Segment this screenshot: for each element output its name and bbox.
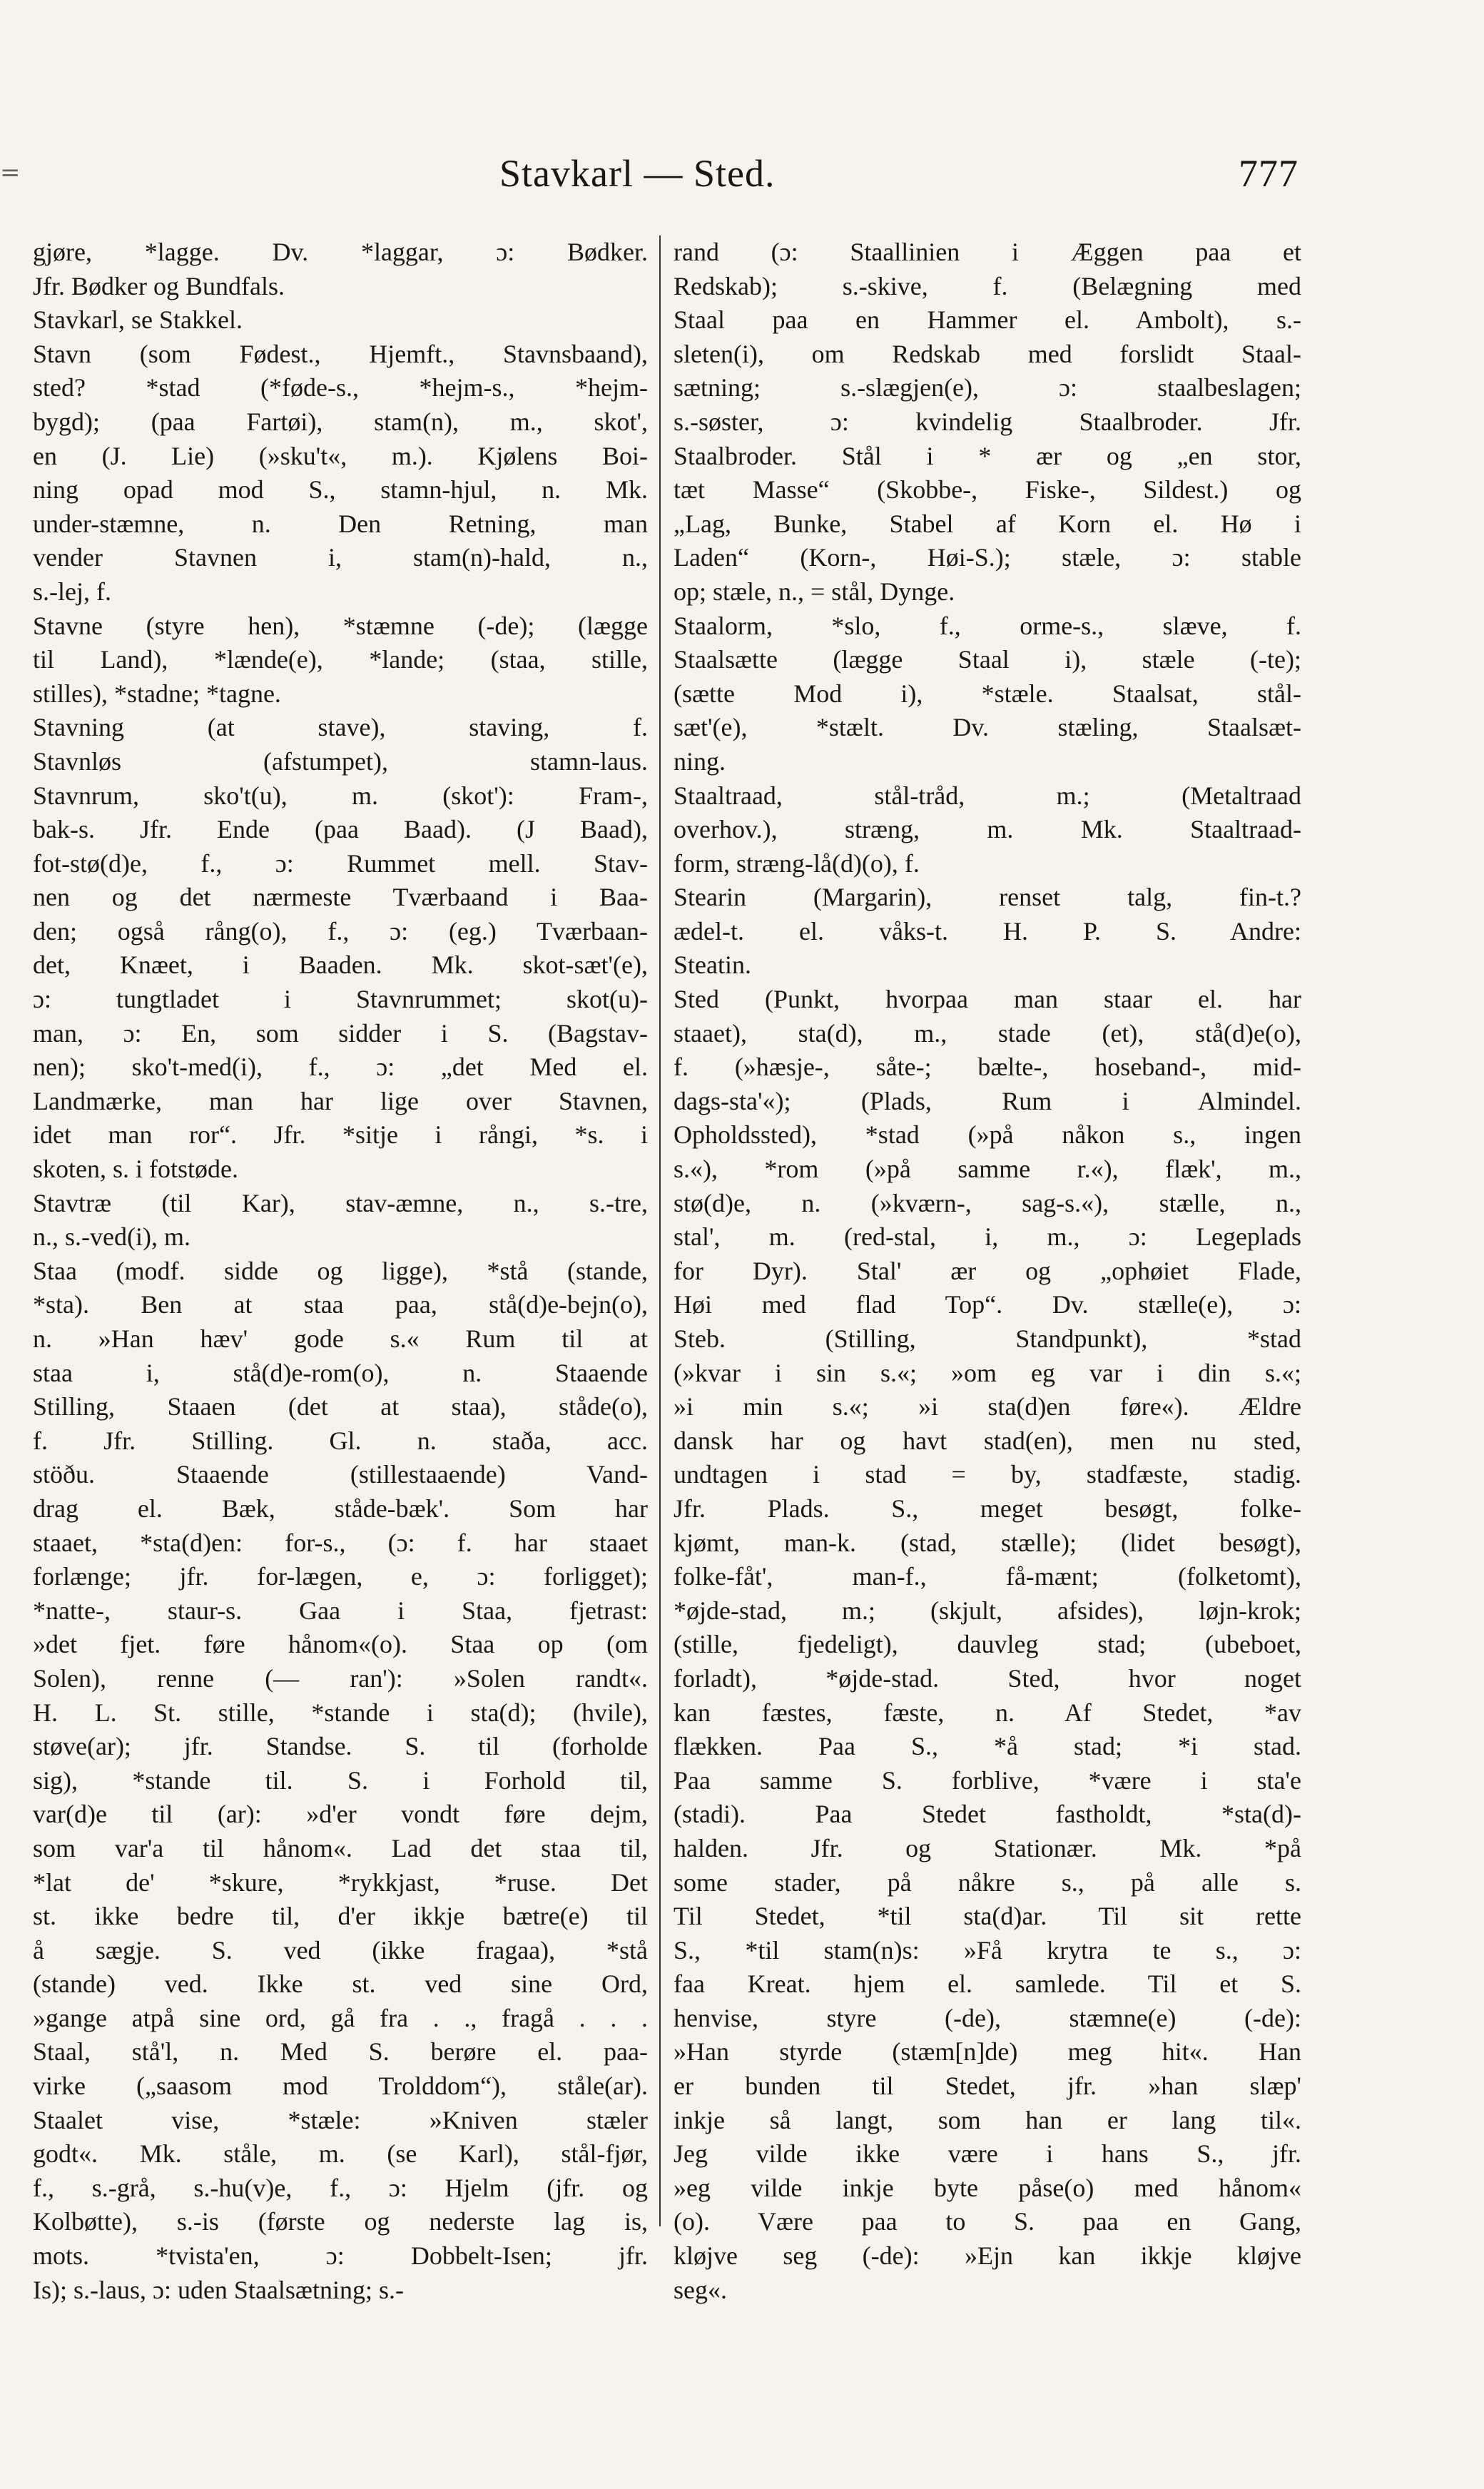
- text-line: Paa samme S. forblive, *være i sta'e: [674, 1765, 1301, 1795]
- text-line: sæt'(e), *stælt. Dv. stæling, Staalsæt-: [674, 713, 1301, 742]
- text-line: ædel-t. el. våks-t. H. P. S. Andre:: [674, 916, 1301, 946]
- text-line: man, ɔ: En, som sidder i S. (Bagstav-: [33, 1018, 648, 1048]
- text-line: (o). Være paa to S. paa en Gang,: [674, 2207, 1301, 2236]
- text-line: inkje så langt, som han er lang til«.: [674, 2105, 1301, 2134]
- margin-mark: =: [0, 158, 21, 187]
- text-line: Stilling, Staaen (det at staa), ståde(o),: [33, 1392, 648, 1421]
- text-line: overhov.), stræng, m. Mk. Staaltraad-: [674, 815, 1301, 844]
- page-header: [499, 151, 1298, 201]
- text-line: den; også rång(o), f., ɔ: (eg.) Tværbaan-: [33, 916, 648, 946]
- text-line: Steb. (Stilling, Standpunkt), *stad: [674, 1324, 1301, 1353]
- text-line: Staa (modf. sidde og ligge), *stå (stande,: [33, 1256, 648, 1285]
- text-line: flækken. Paa S., *å stad; *i stad.: [674, 1732, 1301, 1761]
- text-line: Laden“ (Korn-, Høi-S.); stæle, ɔ: stable: [674, 543, 1301, 572]
- text-line: Sted (Punkt, hvorpaa man staar el. har: [674, 985, 1301, 1014]
- text-line: f. Jfr. Stilling. Gl. n. staða, acc.: [33, 1426, 648, 1455]
- text-line: ning opad mod S., stamn-hjul, n. Mk.: [33, 475, 648, 505]
- text-line: H. L. St. stille, *stande i sta(d); (hvile),: [33, 1698, 648, 1727]
- text-line: sætning; s.-slægjen(e), ɔ: staalbeslagen;: [674, 373, 1301, 402]
- text-line: Stavning (at stave), staving, f.: [33, 713, 648, 742]
- text-line: Solen), renne (— ran'): »Solen randt«.: [33, 1663, 648, 1693]
- text-line: mots. *tvista'en, ɔ: Dobbelt-Isen; jfr.: [33, 2241, 648, 2271]
- text-line: Stavnrum, sko't(u), m. (skot'): Fram-,: [33, 781, 648, 810]
- text-line: Jfr. Plads. S., meget besøgt, folke-: [674, 1494, 1301, 1523]
- text-line: sted? *stad (*føde-s., *hejm-s., *hejm-: [33, 373, 648, 402]
- text-line: sleten(i), om Redskab med forslidt Staal-: [674, 339, 1301, 368]
- text-line: Staalsætte (lægge Staal i), stæle (-te);: [674, 645, 1301, 674]
- text-line: s.«), *rom (»på samme r.«), flæk', m.,: [674, 1155, 1301, 1184]
- text-line: forlænge; jfr. for-lægen, e, ɔ: forligget);: [33, 1562, 648, 1591]
- text-line: »Han styrde (stæm[n]de) meg hit«. Han: [674, 2037, 1301, 2067]
- text-line: (stille, fjedeligt), dauvleg stad; (ubeboet,: [674, 1630, 1301, 1659]
- text-line: Stavn (som Fødest., Hjemft., Stavnsbaand),: [33, 339, 648, 368]
- text-line: staaet), sta(d), m., stade (et), stå(d)e(o),: [674, 1018, 1301, 1048]
- text-line: kjømt, man-k. (stad, stælle); (lidet besøgt),: [674, 1528, 1301, 1557]
- column-divider: [659, 235, 661, 2226]
- text-line: Is); s.-laus, ɔ: uden Staalsætning; s.-: [33, 2275, 404, 2304]
- text-line: stal', m. (red-stal, i, m., ɔ: Legeplads: [674, 1222, 1301, 1252]
- text-line: en (J. Lie) (»sku't«, m.). Kjølens Boi-: [33, 441, 648, 470]
- text-line: *natte-, staur-s. Gaa i Staa, fjetrast:: [33, 1596, 648, 1625]
- text-line: faa Kreat. hjem el. samlede. Til et S.: [674, 1970, 1301, 1999]
- text-line: kløjve seg (-de): »Ejn kan ikkje kløjve: [674, 2241, 1301, 2271]
- text-line: »eg vilde inkje byte påse(o) med hånom«: [674, 2173, 1301, 2202]
- text-line: *øjde-stad, m.; (skjult, afsides), løjn-krok;: [674, 1596, 1301, 1625]
- text-line: gjøre, *lagge. Dv. *laggar, ɔ: Bødker.: [33, 238, 648, 266]
- text-line: »i min s.«; »i sta(d)en føre«). Ældre: [674, 1392, 1301, 1421]
- text-line: (stande) ved. Ikke st. ved sine Ord,: [33, 1970, 648, 1999]
- text-line: „Lag, Bunke, Stabel af Korn el. Hø i: [674, 509, 1301, 538]
- text-line: n., s.-ved(i), m.: [33, 1222, 190, 1252]
- text-line: Stearin (Margarin), renset talg, fin-t.?: [674, 883, 1301, 912]
- text-line: Kolbøtte), s.-is (første og nederste lag is,: [33, 2207, 648, 2236]
- text-line: n. »Han hæv' gode s.« Rum til at: [33, 1324, 648, 1353]
- text-line: rand (ɔ: Staallinien i Æggen paa et: [674, 238, 1301, 266]
- text-line: virke („saasom mod Trolddom“), ståle(ar).: [33, 2072, 648, 2101]
- text-line: dansk har og havt stad(en), men nu sted,: [674, 1426, 1301, 1455]
- text-line: f., s.-grå, s.-hu(v)e, f., ɔ: Hjelm (jfr. og: [33, 2173, 648, 2202]
- text-line: Staal, stå'l, n. Med S. berøre el. paa-: [33, 2037, 648, 2067]
- page-number: 777: [1239, 152, 1298, 195]
- text-line: s.-lej, f.: [33, 577, 111, 606]
- text-line: til Land), *lænde(e), *lande; (staa, stille,: [33, 645, 648, 674]
- text-line: *lat de' *skure, *rykkjast, *ruse. Det: [33, 1867, 648, 1897]
- page-title: Stavkarl — Sted.: [499, 152, 776, 195]
- text-line: f. (»hæsje-, såte-; bælte-, hoseband-, mid-: [674, 1053, 1301, 1082]
- text-line: seg«.: [674, 2275, 727, 2304]
- text-line: form, stræng-lå(d)(o), f.: [674, 848, 920, 878]
- text-line: Høi med flad Top“. Dv. stælle(e), ɔ:: [674, 1290, 1301, 1319]
- text-line: »gange atpå sine ord, gå fra . ., fragå . . .: [33, 2003, 648, 2032]
- text-line: idet man ror“. Jfr. *sitje i rångi, *s. i: [33, 1120, 648, 1150]
- text-line: Jfr. Bødker og Bundfals.: [33, 271, 285, 300]
- text-line: som var'a til hånom«. Lad det staa til,: [33, 1833, 648, 1862]
- text-line: Opholdssted), *stad (»på nåkon s., ingen: [674, 1120, 1301, 1150]
- text-line: det, Knæet, i Baaden. Mk. skot-sæt'(e),: [33, 951, 648, 980]
- text-line: godt«. Mk. ståle, m. (se Karl), stål-fjør,: [33, 2139, 648, 2169]
- text-line: kan fæstes, fæste, n. Af Stedet, *av: [674, 1698, 1301, 1727]
- text-line: drag el. Bæk, ståde-bæk'. Som har: [33, 1494, 648, 1523]
- text-line: Staal paa en Hammer el. Ambolt), s.-: [674, 305, 1301, 335]
- text-line: stø(d)e, n. (»kværn-, sag-s.«), stælle, n.,: [674, 1188, 1301, 1217]
- text-line: ɔ: tungtladet i Stavnrummet; skot(u)-: [33, 985, 648, 1014]
- text-line: some stader, på nåkre s., på alle s.: [674, 1867, 1301, 1897]
- text-line: (sætte Mod i), *stæle. Staalsat, stål-: [674, 679, 1301, 708]
- text-line: st. ikke bedre til, d'er ikkje bætre(e) til: [33, 1902, 648, 1931]
- text-line: (»kvar i sin s.«; »om eg var i din s.«;: [674, 1358, 1301, 1387]
- text-line: Stavnløs (afstumpet), stamn-laus.: [33, 746, 648, 776]
- text-line: for Dyr). Stal' ær og „ophøiet Flade,: [674, 1256, 1301, 1285]
- text-line: s.-søster, ɔ: kvindelig Staalbroder. Jfr.: [674, 407, 1301, 436]
- text-line: S., *til stam(n)s: »Få krytra te s., ɔ:: [674, 1935, 1301, 1965]
- left-column: [33, 235, 648, 2319]
- text-line: sig), *stande til. S. i Forhold til,: [33, 1765, 648, 1795]
- text-line: (stadi). Paa Stedet fastholdt, *sta(d)-: [674, 1800, 1301, 1829]
- text-line: *sta). Ben at staa paa, stå(d)e-bejn(o),: [33, 1290, 648, 1319]
- text-line: halden. Jfr. og Stationær. Mk. *på: [674, 1833, 1301, 1862]
- text-line: var(d)e til (ar): »d'er vondt føre dejm,: [33, 1800, 648, 1829]
- text-line: staaet, *sta(d)en: for-s., (ɔ: f. har staaet: [33, 1528, 648, 1557]
- right-column: [674, 235, 1301, 2319]
- text-line: under-stæmne, n. Den Retning, man: [33, 509, 648, 538]
- text-line: støve(ar); jfr. Standse. S. til (forholde: [33, 1732, 648, 1761]
- text-line: stilles), *stadne; *tagne.: [33, 679, 281, 708]
- text-line: Stavne (styre hen), *stæmne (-de); (lægge: [33, 611, 648, 640]
- text-line: forladt), *øjde-stad. Sted, hvor noget: [674, 1663, 1301, 1693]
- text-line: »det fjet. føre hånom«(o). Staa op (om: [33, 1630, 648, 1659]
- text-line: nen); sko't-med(i), f., ɔ: „det Med el.: [33, 1053, 648, 1082]
- text-line: skoten, s. i fotstøde.: [33, 1155, 238, 1184]
- text-line: stöðu. Staaende (stillestaaende) Vand-: [33, 1460, 648, 1489]
- text-line: bygd); (paa Fartøi), stam(n), m., skot',: [33, 407, 648, 436]
- text-line: op; stæle, n., = stål, Dynge.: [674, 577, 955, 606]
- text-line: Staalet vise, *stæle: »Kniven stæler: [33, 2105, 648, 2134]
- text-line: Steatin.: [674, 951, 751, 980]
- text-line: Stavtræ (til Kar), stav-æmne, n., s.-tre,: [33, 1188, 648, 1217]
- text-line: å sægje. S. ved (ikke fragaa), *stå: [33, 1935, 648, 1965]
- text-line: folke-fåt', man-f., få-mænt; (folketomt),: [674, 1562, 1301, 1591]
- text-line: Stavkarl, se Stakkel.: [33, 305, 243, 335]
- text-line: Staalorm, *slo, f., orme-s., slæve, f.: [674, 611, 1301, 640]
- text-line: Redskab); s.-skive, f. (Belægning med: [674, 271, 1301, 300]
- text-line: tæt Masse“ (Skobbe-, Fiske-, Sildest.) og: [674, 475, 1301, 505]
- text-line: Staaltraad, stål-tråd, m.; (Metaltraad: [674, 781, 1301, 810]
- text-line: Landmærke, man har lige over Stavnen,: [33, 1086, 648, 1115]
- text-line: ning.: [674, 746, 726, 776]
- text-line: staa i, stå(d)e-rom(o), n. Staaende: [33, 1358, 648, 1387]
- text-line: vender Stavnen i, stam(n)-hald, n.,: [33, 543, 648, 572]
- text-line: Jeg vilde ikke være i hans S., jfr.: [674, 2139, 1301, 2169]
- text-line: nen og det nærmeste Tværbaand i Baa-: [33, 883, 648, 912]
- text-line: dags-sta'«); (Plads, Rum i Almindel.: [674, 1086, 1301, 1115]
- text-line: fot-stø(d)e, f., ɔ: Rummet mell. Stav-: [33, 848, 648, 878]
- text-line: bak-s. Jfr. Ende (paa Baad). (J Baad),: [33, 815, 648, 844]
- text-line: undtagen i stad = by, stadfæste, stadig.: [674, 1460, 1301, 1489]
- text-line: er bunden til Stedet, jfr. »han slæp': [674, 2072, 1301, 2101]
- text-line: henvise, styre (-de), stæmne(e) (-de):: [674, 2003, 1301, 2032]
- text-line: Til Stedet, *til sta(d)ar. Til sit rette: [674, 1902, 1301, 1931]
- text-line: Staalbroder. Stål i * ær og „en stor,: [674, 441, 1301, 470]
